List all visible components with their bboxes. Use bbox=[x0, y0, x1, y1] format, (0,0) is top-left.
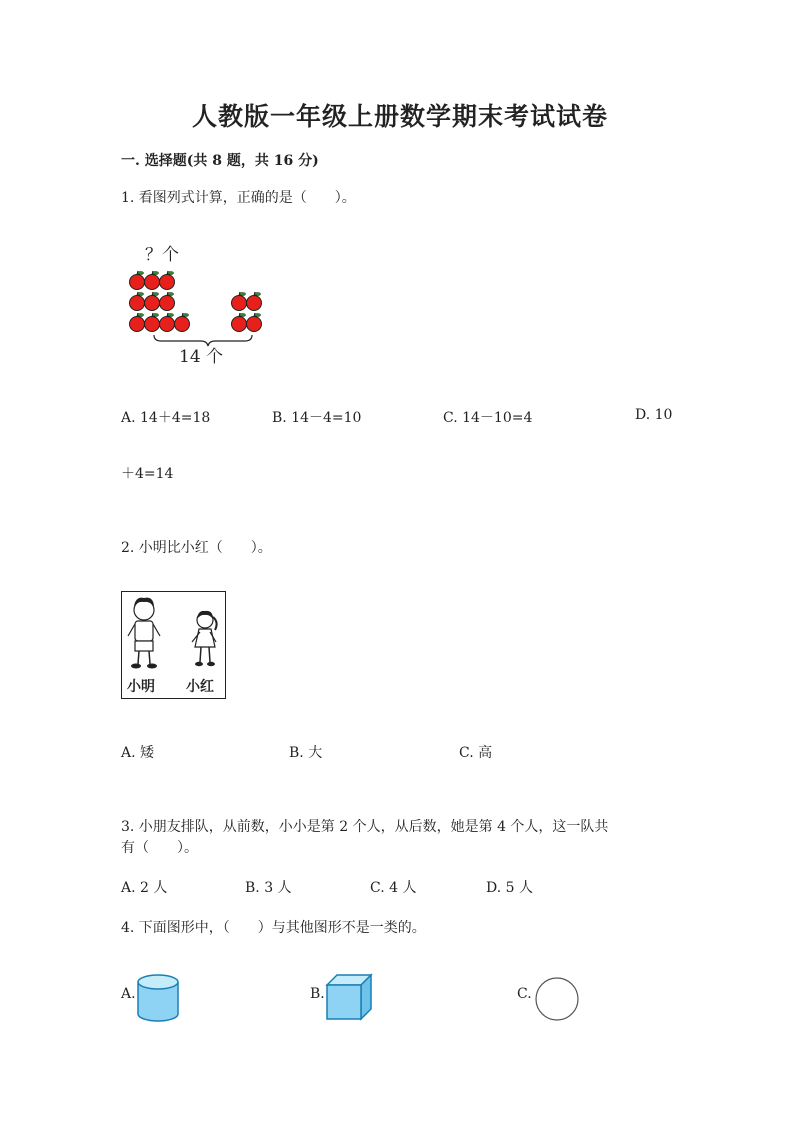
children-illustration bbox=[122, 592, 224, 672]
q3-option-b[interactable]: B. 3 人 bbox=[245, 880, 292, 896]
q3-option-d[interactable]: D. 5 人 bbox=[486, 880, 533, 896]
question-1-figure bbox=[121, 238, 281, 373]
question-3-line-1: 3. 小朋友排队，从前数，小小是第 2 个人，从后数，她是第 4 个人，这一队共 bbox=[121, 819, 609, 835]
q1-option-d-continued: ＋4=14 bbox=[121, 466, 174, 482]
q2-option-c[interactable]: C. 高 bbox=[459, 745, 493, 761]
q1-option-b[interactable]: B. 14－4=10 bbox=[272, 410, 362, 426]
question-1-text: 1. 看图列式计算，正确的是（ ）。 bbox=[121, 190, 356, 206]
q1-option-d[interactable]: D. 10 bbox=[635, 407, 673, 423]
q4-option-c[interactable]: C. bbox=[517, 986, 532, 1002]
question-3-line-2: 有（ ）。 bbox=[121, 840, 198, 856]
question-2-figure bbox=[121, 591, 226, 699]
cube-shape bbox=[323, 971, 375, 1023]
label-xiaoming: 小明 bbox=[127, 679, 155, 695]
question-4-text: 4. 下面图形中，（ ）与其他图形不是一类的。 bbox=[121, 920, 426, 936]
q2-option-a[interactable]: A. 矮 bbox=[121, 745, 155, 761]
q3-option-c[interactable]: C. 4 人 bbox=[370, 880, 417, 896]
figure-total-label: 14 个 bbox=[179, 347, 224, 367]
circle-shape bbox=[532, 975, 582, 1025]
q2-option-b[interactable]: B. 大 bbox=[289, 745, 323, 761]
cylinder-shape bbox=[134, 972, 182, 1024]
q1-option-a[interactable]: A. 14＋4=18 bbox=[121, 410, 211, 426]
label-xiaohong: 小红 bbox=[186, 679, 214, 695]
page-title: 人教版一年级上册数学期末考试试卷 bbox=[191, 102, 608, 131]
section-heading: 一. 选择题(共 8 题，共 16 分) bbox=[121, 153, 319, 169]
q4-option-a[interactable]: A. bbox=[121, 986, 136, 1002]
question-2-text: 2. 小明比小红（ ）。 bbox=[121, 540, 272, 556]
q1-option-c[interactable]: C. 14－10=4 bbox=[443, 410, 533, 426]
q4-option-b[interactable]: B. bbox=[310, 986, 325, 1002]
q3-option-a[interactable]: A. 2 人 bbox=[121, 880, 168, 896]
figure-unknown-label: ？个 bbox=[145, 245, 179, 265]
